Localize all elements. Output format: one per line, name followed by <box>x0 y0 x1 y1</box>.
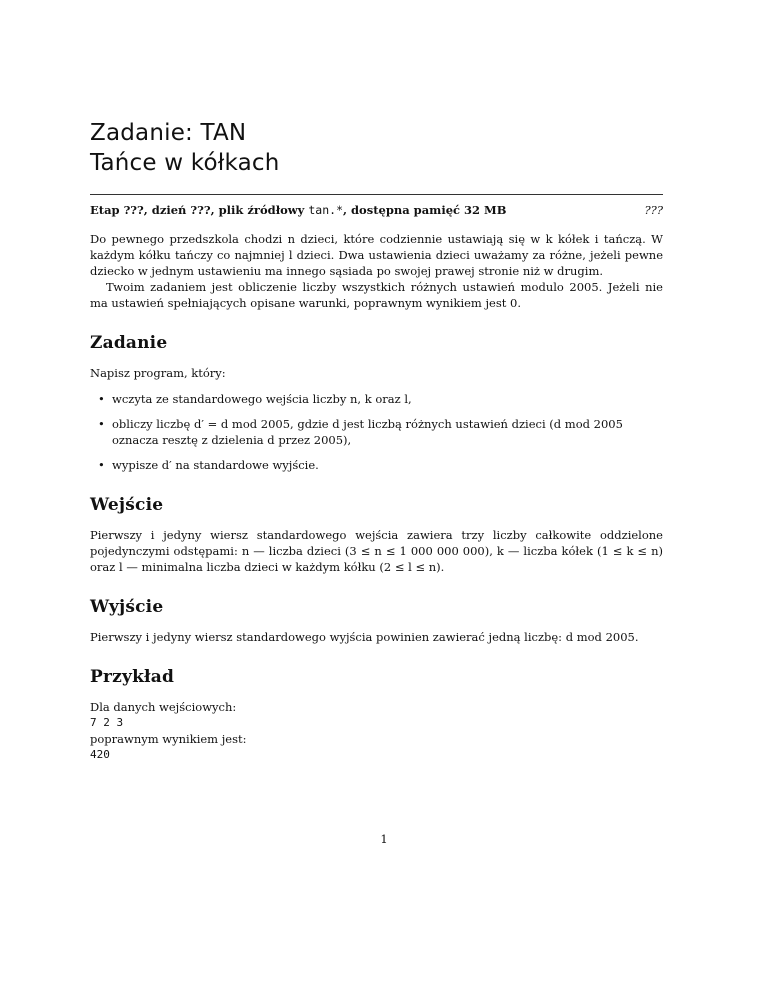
intro-paragraph-1: Do pewnego przedszkola chodzi n dzieci, które codziennie ustawiają się w k kółek i tańczą. W każdym kółku tańczy co najmniej l dzieci. Dwa ustawienia dzieci uważamy za różne, jeżeli pewne dziecko w jednym ustawieniu ma innego sąsiada po swojej prawej stronie niż w drugim. <box>90 232 663 278</box>
meta-file: tan.* <box>308 203 343 217</box>
example-output-label: poprawnym wynikiem jest: <box>90 732 247 746</box>
input-text: Pierwszy i jedyny wiersz standardowego wejścia zawiera trzy liczby całkowite oddzielone pojedynczymi odstępami: n — liczba dzieci (3 ≤ n ≤ 1 000 000 000), k — liczba kółek (1 ≤ k ≤ n) oraz l — minimalna liczba dzieci w każdym kółku (2 ≤ l ≤ n). <box>90 528 663 574</box>
meta-suffix: , dostępna pamięć 32 MB <box>343 203 507 217</box>
output-text: Pierwszy i jedyny wiersz standardowego wyjścia powinien zawierać jedną liczbę: d mod 2005. <box>90 630 639 644</box>
intro-paragraph-2: Twoim zadaniem jest obliczenie liczby wszystkich różnych ustawień modulo 2005. Jeżeli nie ma ustawień spełniających opisane warunki, poprawnym wynikiem jest 0. <box>90 280 663 310</box>
title-line-1: Zadanie: TAN <box>90 120 247 146</box>
output-heading: Wyjście <box>90 597 164 617</box>
meta-right: ??? <box>644 203 663 217</box>
meta-left <box>90 203 507 217</box>
task-item-write: • wypisze d′ na standardowe wyjście. <box>112 457 663 473</box>
example-input-label: Dla danych wejściowych: <box>90 700 237 714</box>
task-item-read: • wczyta ze standardowego wejścia liczby n, k oraz l, <box>112 391 663 407</box>
title-line-2: Tańce w kółkach <box>90 150 280 176</box>
task-item-compute: • obliczy liczbę d′ = d mod 2005, gdzie d jest liczbą różnych ustawień dzieci (d mod 2005 oznacza resztę z dzielenia d przez 2005), <box>112 416 663 448</box>
example-output: 420 <box>90 748 110 761</box>
page-title <box>90 118 663 178</box>
example-input: 7 2 3 <box>90 716 124 729</box>
task-heading: Zadanie <box>90 333 168 353</box>
meta-prefix: Etap ???, dzień ???, plik źródłowy <box>90 203 309 217</box>
input-heading: Wejście <box>90 495 164 515</box>
example-heading: Przykład <box>90 667 175 687</box>
meta-header <box>90 194 663 217</box>
example-block <box>90 699 663 763</box>
task-lead: Napisz program, który: <box>90 366 226 380</box>
task-list <box>90 391 663 473</box>
page-number: 1 <box>380 832 388 846</box>
problem-statement <box>90 118 663 763</box>
